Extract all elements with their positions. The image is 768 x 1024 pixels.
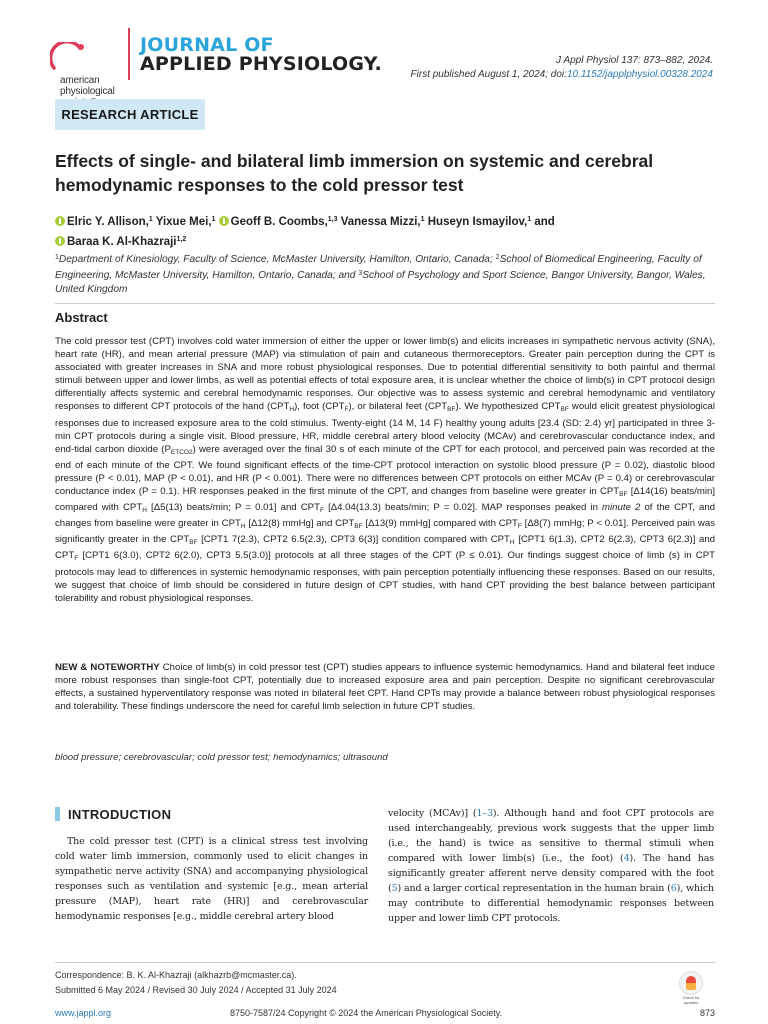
journal-url-link[interactable]: www.jappl.org xyxy=(55,1008,112,1018)
doi-link[interactable]: 10.1152/japplphysiol.00328.2024 xyxy=(566,69,713,80)
introduction-heading: INTRODUCTION xyxy=(55,806,368,822)
submission-dates: Submitted 6 May 2024 / Revised 30 July 2024 / Accepted 31 July 2024 xyxy=(55,985,337,995)
article-title: Effects of single- and bilateral limb immersion on systemic and cerebral hemodynamic responses to the cold pressor test xyxy=(55,151,654,195)
article-type-badge: RESEARCH ARTICLE xyxy=(55,99,205,130)
reference-link[interactable]: 5 xyxy=(391,883,398,894)
author-name[interactable]: Huseyn Ismayilov, xyxy=(427,216,528,228)
intro-paragraph-continued: velocity (MCAv)] (1–3). Although hand and foot CPT protocols are used interchangeably, previous work suggests that the upper limb (i.e., the hand) is twice as sensitive to thermal stimuli when compared with lower limb(s) (i.e., the foot) (4). The hand has significantly greater afferent nerve density compared with the foot (5) and a larger cortical representation in the human brain (6), which may contribute to differential hemodynamic responses between upper and lower limb CPT protocols. xyxy=(388,808,714,924)
author-name[interactable]: Yixue Mei, xyxy=(155,216,212,228)
journal-name[interactable]: JOURNAL OF APPLIED PHYSIOLOGY. xyxy=(140,34,382,75)
header-divider xyxy=(128,28,130,80)
author-name[interactable]: Geoff B. Coombs, xyxy=(230,216,328,228)
reference-link[interactable]: 6 xyxy=(670,883,677,894)
orcid-icon[interactable] xyxy=(219,216,229,226)
author-name[interactable]: Baraa K. Al-Khazraji xyxy=(67,236,177,248)
keywords: blood pressure; cerebrovascular; cold pressor test; hemodynamics; ultrasound xyxy=(55,752,388,763)
check-updates-icon xyxy=(679,971,703,995)
affiliations: $^1$Department of Kinesiology, Faculty of Science, McMaster University, Hamilton, Ontario, Canada; $^2$School of Biomedical Engineering, Faculty of Engineering, McMaster University, Hamilton, Ontario, Canada; and $^3$School of Psychology and Sport Science, Bangor University, Bangor, Wales, United Kingdom xyxy=(55,254,706,295)
new-noteworthy-label: NEW & NOTEWORTHY xyxy=(55,662,160,673)
body-column-left xyxy=(55,806,368,924)
copyright: 8750-7587/24 Copyright © 2024 the American Physiological Society. xyxy=(230,1008,503,1018)
page-number: 873 xyxy=(699,1008,715,1018)
section-marker xyxy=(55,807,60,821)
reference-link[interactable]: 4 xyxy=(623,853,630,864)
orcid-icon[interactable] xyxy=(55,236,65,246)
journal-header xyxy=(0,0,768,96)
citation-published: First published August 1, 2024; doi:10.1152/japplphysiol.00328.2024 xyxy=(410,69,713,80)
abstract-heading: Abstract xyxy=(55,303,715,325)
author-list: Elric Y. Allison,$^1$ Yixue Mei,$^1$ Geoff B. Coombs,$^{1,3}$ Vanessa Mizzi,$^1$ Huseyn Ismayilov,$^1$ and Baraa K. Al-Khazraji$^{1,2}$ xyxy=(55,211,715,251)
check-for-updates-badge[interactable]: Check for updates xyxy=(678,971,704,1003)
author-name[interactable]: Elric Y. Allison, xyxy=(67,216,149,228)
correspondence: Correspondence: B. K. Al-Khazraji (alkhazrb@mcmaster.ca). Submitted 6 May 2024 / Revised 30 July 2024 / Accepted 31 July 2024 xyxy=(55,968,337,998)
citation xyxy=(411,54,713,82)
author-name[interactable]: Vanessa Mizzi, xyxy=(340,216,421,228)
society-name: american physiological xyxy=(60,75,115,97)
citation-volume: J Appl Physiol 137: 873–882, 2024. xyxy=(556,55,713,66)
body-column-right xyxy=(388,806,714,926)
aps-logo-icon xyxy=(50,42,88,72)
new-noteworthy: NEW & NOTEWORTHY Choice of limb(s) in cold pressor test (CPT) studies appears to influence systemic hemodynamics. Hand and bilateral feet induce more robust responses than single-foot CPT, potentially due to increased exposure area and pain perception. Despite no significant cerebrovascular effects, a sustained hyperventilatory response was noted in bilateral feet CPT. Hand CPTs may provide a balance between robust physiological responses and tolerability. These findings underscore the need for careful limb selection in future CPT studies. xyxy=(55,662,715,713)
intro-paragraph: The cold pressor test (CPT) is a clinical stress test involving cold water limb immersion, commonly used to elicit changes in sympathetic nerve activity (SNA) and accompanying physiological responses such as ventilation and systemic [e.g., mean arterial pressure (MAP), heart rate (HR)] and cerebrovascular hemodynamic responses [e.g., middle cerebral artery blood xyxy=(55,836,368,922)
reference-link[interactable]: 1–3 xyxy=(476,808,493,819)
aps-logo[interactable] xyxy=(30,30,122,97)
abstract-text: The cold pressor test (CPT) involves cold water immersion of either the upper or lower limb(s) and elicits increases in sympathetic nervous activity (SNA), heart rate (HR), and mean arterial pressure (MAP) via stimulation of pain and cutaneous thermoreceptors. Greater pain perception during the CPT is associated with greater increases in SNA and more robust physiological responses. Due to potential differential sensitivity to both painful and thermal stimuli between upper and lower limbs, as well as potential effects of total exposure area, it is unclear whether the choice of limb(s) in CPT protocol design differentially affects systemic and cerebral hemodynamic responses. Our objective was to assess systemic and cerebral hemodynamic and ventilatory responses to different CPT protocols of the hand $(CPT_H)$, foot $(CPT_F)$, or bilateral feet $(CPT_{BF})$. We hypothesized $CPT_{BF}$ would elicit greatest physiological responses due to increased exposure area to the cold stimulus. Twenty-eight (14 M, 14 F) healthy young adults [23.4 (SD: 2.4) yr] participated in three 3-min CPT protocols during a single visit. Blood pressure, HR, middle cerebral artery blood velocity (MCAv) and cerebrovascular conductance index, and end-tidal carbon dioxide $(P_{ETCO2})$ were averaged over the final 30 s of each minute of the CPT for each protocol, and perceived pain was recorded at the end of each minute of the CPT. We found significant effects of the time-CPT protocol interaction on systolic blood pressure (P = 0.02), diastolic blood pressure (P < 0.01), MAP (P < 0.01), and HR (P < 0.001). There were no differences between CPT protocols on either MCAv (P = 0.4) or cerebrovascular conductance index (P = 0.1). HR responses peaked in the first minute of the CPT, and changes from baseline were greater in $CPT_{BF}$ [Δ14(16) beats/min] compared with $CPT_H$ [Δ5(13) beats/min; P = 0.01] and $CPT_F$ [Δ4.04(13.3) beats/min; P = 0.02]. MAP responses peaked in minute 2 of the CPT, and changes from baseline were greater in $CPT_H$ [Δ12(8) mmHg] and $CPT_{BF}$ [Δ13(9) mmHg] compared with $CPT_F$ [Δ8(7) mmHg; P < 0.01]. Perceived pain was significantly greater in the $CPT_{BF}$ [CPT1 7(2.3), CPT2 6.5(2.3), CPT3 6(3)] condition compared with $CPT_H$ [CPT1 6(1.3), CPT2 6(2.3), CPT3 6(2.3)] and $CPT_F$ [CPT1 6(3.0), CPT2 6(2.0), CPT3 5.5(3.0)] protocols at all three stages of the CPT (P ≤ 0.01). Our findings suggest choice of limb (s) in CPT protocols may lead to differences in systemic hemodynamic responses, with pain perception potentially influencing these responses. Based on our results, we suggest that choice of limb should be considered in future design of CPT studies, with hand CPT providing the best balance between participant tolerability and robust physiological responses. xyxy=(55,336,716,604)
footer-divider xyxy=(55,962,715,963)
orcid-icon[interactable] xyxy=(55,216,65,226)
